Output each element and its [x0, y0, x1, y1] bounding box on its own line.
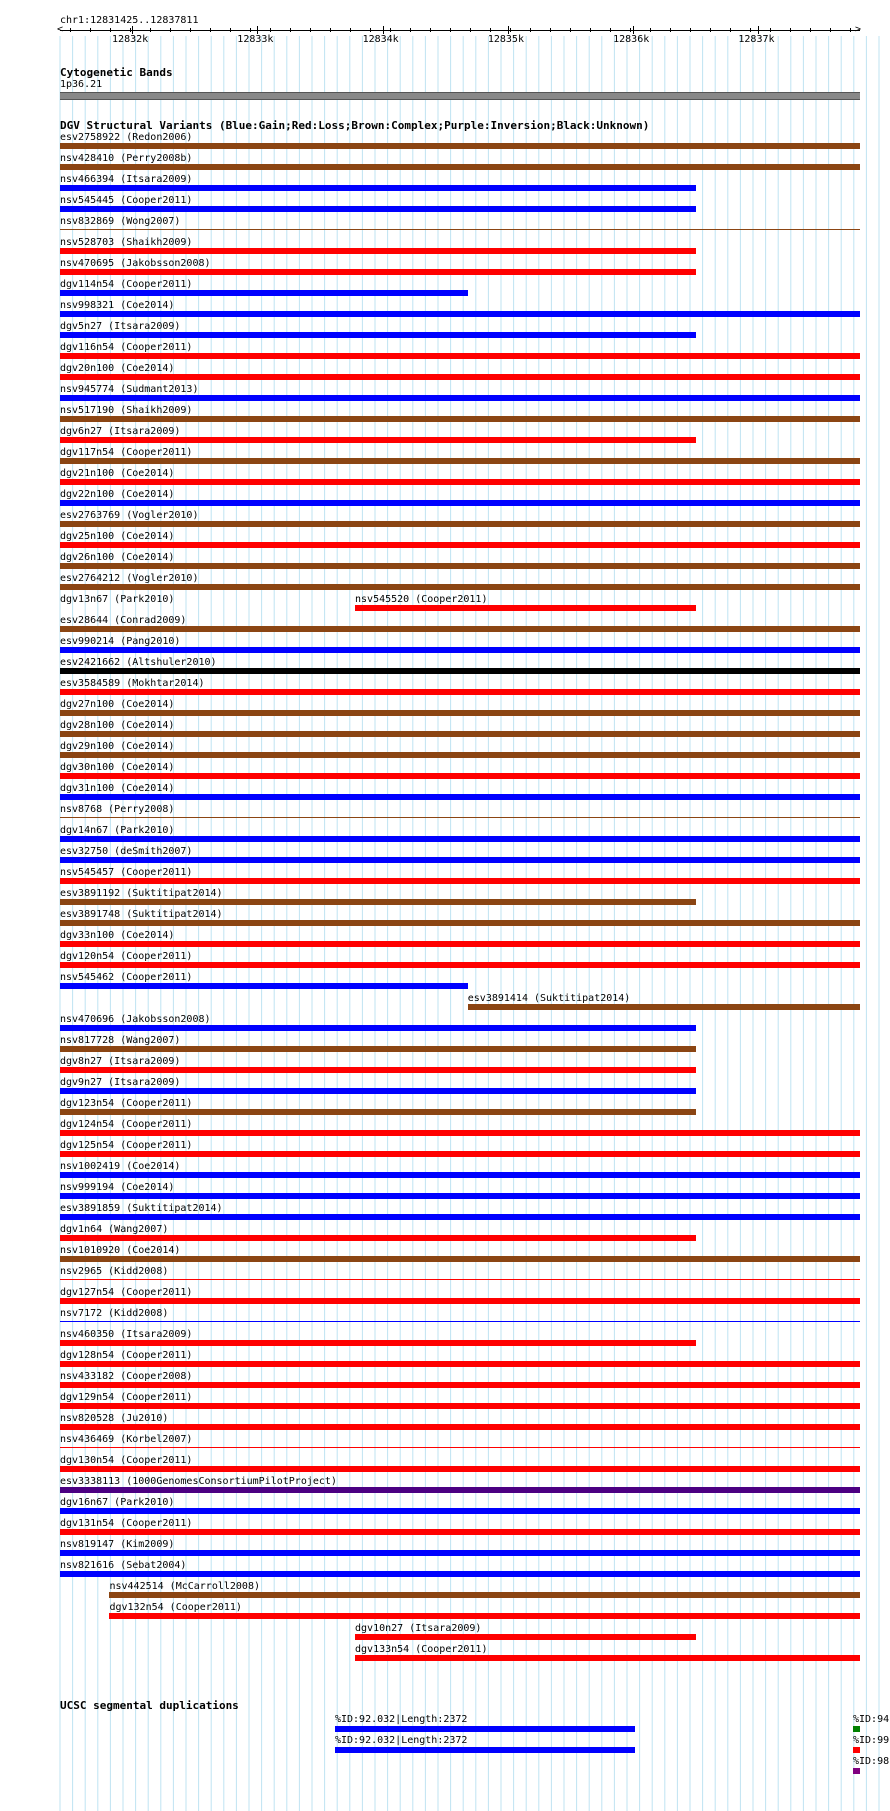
variant-label: dgv10n27 (Itsara2009): [355, 1623, 482, 1634]
ruler-minor-tick: [330, 28, 331, 32]
cytoband-name: 1p36.21: [60, 79, 103, 90]
variant-bar[interactable]: [60, 143, 860, 149]
variant-label: nsv2965 (Kidd2008): [60, 1266, 169, 1277]
variant-bar[interactable]: [60, 773, 860, 779]
segdup-edge-label: %ID:94: [853, 1714, 890, 1725]
ruler-minor-tick: [470, 28, 471, 32]
variant-label: nsv470695 (Jakobsson2008): [60, 258, 211, 269]
ruler-tick: [383, 26, 384, 34]
variant-label: nsv545445 (Cooper2011): [60, 195, 193, 206]
variant-label: dgv128n54 (Cooper2011): [60, 1350, 193, 1361]
variant-label: dgv14n67 (Park2010): [60, 825, 175, 836]
variant-label: nsv8768 (Perry2008): [60, 804, 175, 815]
variant-label: esv3891192 (Suktitipat2014): [60, 888, 223, 899]
variant-bar[interactable]: [355, 1634, 696, 1640]
variant-bar[interactable]: [60, 1361, 860, 1367]
variant-bar[interactable]: [60, 941, 860, 947]
variant-label: dgv5n27 (Itsara2009): [60, 321, 181, 332]
ruler-minor-tick: [850, 28, 851, 32]
segdup-bar[interactable]: [335, 1747, 635, 1753]
variant-bar[interactable]: [60, 1466, 860, 1472]
variant-bar[interactable]: [60, 542, 860, 548]
segdup-edge-bar[interactable]: [853, 1747, 860, 1753]
variant-bar[interactable]: [355, 605, 696, 611]
variant-bar[interactable]: [60, 1571, 860, 1577]
variant-label: esv990214 (Pang2010): [60, 636, 181, 647]
segdup-edge-bar[interactable]: [853, 1768, 860, 1774]
variant-label: dgv123n54 (Cooper2011): [60, 1098, 193, 1109]
variant-label: esv3891414 (Suktitipat2014): [467, 993, 631, 1004]
ruler-minor-tick: [150, 28, 151, 32]
ruler-minor-tick: [370, 28, 371, 32]
ruler-minor-tick: [830, 28, 831, 32]
variant-bar[interactable]: [60, 374, 860, 380]
variant-label: nsv819147 (Kim2009): [60, 1539, 175, 1550]
variant-label: nsv820528 (Ju2010): [60, 1413, 169, 1424]
ruler-minor-tick: [170, 28, 171, 32]
variant-bar[interactable]: [60, 1382, 860, 1388]
variant-bar[interactable]: [60, 1403, 860, 1409]
ruler-minor-tick: [310, 28, 311, 32]
variant-label: dgv22n100 (Coe2014): [60, 489, 175, 500]
variant-label: dgv116n54 (Cooper2011): [60, 342, 193, 353]
variant-label: dgv26n100 (Coe2014): [60, 552, 175, 563]
ruler-minor-tick: [570, 28, 571, 32]
variant-label: dgv6n27 (Itsara2009): [60, 426, 181, 437]
ruler-minor-tick: [610, 28, 611, 32]
variant-bar[interactable]: [60, 920, 860, 926]
variant-label: nsv7172 (Kidd2008): [60, 1308, 169, 1319]
variant-label: esv28644 (Conrad2009): [60, 615, 187, 626]
variant-label: dgv33n100 (Coe2014): [60, 930, 175, 941]
variant-bar[interactable]: [60, 983, 468, 989]
variant-bar[interactable]: [60, 731, 860, 737]
variant-bar[interactable]: [60, 1025, 696, 1031]
variant-label: dgv30n100 (Coe2014): [60, 762, 175, 773]
variant-label: esv3584589 (Mokhtar2014): [60, 678, 205, 689]
ruler-minor-tick: [410, 28, 411, 32]
variant-bar[interactable]: [60, 1256, 860, 1262]
variant-bar[interactable]: [60, 1214, 860, 1220]
variant-bar[interactable]: [60, 269, 696, 275]
variant-label: nsv1010920 (Coe2014): [60, 1245, 181, 1256]
variant-bar[interactable]: [60, 563, 860, 569]
ruler-minor-tick: [450, 28, 451, 32]
variant-bar[interactable]: [60, 1487, 860, 1493]
variant-bar[interactable]: [60, 500, 860, 506]
variant-bar[interactable]: [60, 878, 860, 884]
variant-bar[interactable]: [60, 584, 860, 590]
variant-bar[interactable]: [355, 1655, 860, 1661]
variant-label: esv3338113 (1000GenomesConsortiumPilotProject): [60, 1476, 337, 1487]
ruler-minor-tick: [650, 28, 651, 32]
variant-label: dgv117n54 (Cooper2011): [60, 447, 193, 458]
variant-bar[interactable]: [60, 185, 696, 191]
ruler-minor-tick: [250, 28, 251, 32]
ruler-minor-tick: [730, 28, 731, 32]
variant-bar[interactable]: [60, 1193, 860, 1199]
variant-bar[interactable]: [60, 1321, 860, 1322]
variant-bar[interactable]: [60, 1235, 696, 1241]
variant-label: dgv124n54 (Cooper2011): [60, 1119, 193, 1130]
variant-bar[interactable]: [60, 479, 860, 485]
position-label: chr1:12831425..12837811: [60, 15, 199, 26]
ruler-minor-tick: [810, 28, 811, 32]
ruler-minor-tick: [670, 28, 671, 32]
variant-label: dgv9n27 (Itsara2009): [60, 1077, 181, 1088]
variant-label: dgv127n54 (Cooper2011): [60, 1287, 193, 1298]
variant-label: nsv945774 (Sudmant2013): [60, 384, 199, 395]
variant-label: dgv20n100 (Coe2014): [60, 363, 175, 374]
variant-bar[interactable]: [60, 229, 860, 230]
variant-bar[interactable]: [60, 962, 860, 968]
variant-label: dgv129n54 (Cooper2011): [60, 1392, 193, 1403]
ruler-tick-label: 12836k: [613, 34, 650, 45]
segdup-edge-label: %ID:98: [853, 1756, 890, 1767]
variant-bar[interactable]: [60, 1298, 860, 1304]
ruler-minor-tick: [210, 28, 211, 32]
segdup-label: %ID:92.032|Length:2372: [334, 1735, 468, 1746]
variant-bar[interactable]: [60, 1046, 696, 1052]
variant-bar[interactable]: [60, 857, 860, 863]
ruler-minor-tick: [690, 28, 691, 32]
variant-bar[interactable]: [60, 1447, 860, 1448]
variant-label: nsv545520 (Cooper2011): [355, 594, 488, 605]
variant-label: esv3891859 (Suktitipat2014): [60, 1203, 223, 1214]
variant-label: nsv832869 (Wong2007): [60, 216, 181, 227]
ruler-minor-tick: [430, 28, 431, 32]
ruler-minor-tick: [190, 28, 191, 32]
variant-bar[interactable]: [60, 164, 860, 170]
variant-bar[interactable]: [60, 437, 696, 443]
variant-bar[interactable]: [60, 395, 860, 401]
ruler-minor-tick: [390, 28, 391, 32]
variant-bar[interactable]: [60, 626, 860, 632]
variant-bar[interactable]: [60, 1279, 860, 1280]
variant-label: nsv428410 (Perry2008b): [60, 153, 193, 164]
variant-bar[interactable]: [60, 248, 696, 254]
ruler-tick-label: 12832k: [112, 34, 149, 45]
ruler-tick-label: 12833k: [237, 34, 274, 45]
variant-label: esv32750 (deSmith2007): [60, 846, 193, 857]
variant-label: dgv29n100 (Coe2014): [60, 741, 175, 752]
variant-label: dgv28n100 (Coe2014): [60, 720, 175, 731]
ruler-minor-tick: [590, 28, 591, 32]
ruler-minor-tick: [130, 28, 131, 32]
variant-bar[interactable]: [60, 521, 860, 527]
ruler-minor-tick: [630, 28, 631, 32]
ruler-right-arrow-icon: >: [855, 24, 862, 35]
variant-bar[interactable]: [60, 1088, 696, 1094]
variant-bar[interactable]: [60, 1172, 860, 1178]
ruler-tick: [633, 26, 634, 34]
ruler-tick: [508, 26, 509, 34]
variant-bar[interactable]: [60, 710, 860, 716]
variant-bar[interactable]: [468, 1004, 860, 1010]
ruler-line: [60, 30, 860, 31]
variant-bar[interactable]: [60, 353, 860, 359]
ruler-tick-label: 12835k: [487, 34, 524, 45]
variant-label: dgv132n54 (Cooper2011): [109, 1602, 242, 1613]
variant-bar[interactable]: [109, 1592, 860, 1598]
variant-label: nsv433182 (Cooper2008): [60, 1371, 193, 1382]
variant-bar[interactable]: [60, 1067, 696, 1073]
ruler-tick: [257, 26, 258, 34]
segdup-track-title: UCSC segmental duplications: [60, 1699, 239, 1712]
ruler-minor-tick: [490, 28, 491, 32]
variant-label: nsv998321 (Coe2014): [60, 300, 175, 311]
variant-bar[interactable]: [60, 1151, 860, 1157]
ruler-tick-label: 12834k: [362, 34, 399, 45]
variant-bar[interactable]: [60, 794, 860, 800]
variant-label: nsv528703 (Shaikh2009): [60, 237, 193, 248]
variant-bar[interactable]: [60, 817, 860, 818]
variant-label: dgv16n67 (Park2010): [60, 1497, 175, 1508]
variant-label: esv3891748 (Suktitipat2014): [60, 909, 223, 920]
ruler-tick-label: 12837k: [738, 34, 775, 45]
variant-label: dgv25n100 (Coe2014): [60, 531, 175, 542]
ruler-minor-tick: [70, 28, 71, 32]
variant-bar[interactable]: [109, 1613, 860, 1619]
variant-bar[interactable]: [60, 416, 860, 422]
variant-label: nsv517190 (Shaikh2009): [60, 405, 193, 416]
variant-label: nsv545462 (Cooper2011): [60, 972, 193, 983]
ruler-minor-tick: [90, 28, 91, 32]
ruler-minor-tick: [110, 28, 111, 32]
variant-label: nsv442514 (McCarroll2008): [109, 1581, 260, 1592]
variant-label: nsv466394 (Itsara2009): [60, 174, 193, 185]
variant-bar[interactable]: [60, 1529, 860, 1535]
ruler-minor-tick: [290, 28, 291, 32]
variant-label: esv2758922 (Redon2006): [60, 132, 193, 143]
dgv-track-title: DGV Structural Variants (Blue:Gain;Red:Loss;Brown:Complex;Purple:Inversion;Black:Unknown): [60, 119, 650, 132]
variant-label: nsv436469 (Korbel2007): [60, 1434, 193, 1445]
ruler-minor-tick: [550, 28, 551, 32]
variant-bar[interactable]: [60, 311, 860, 317]
ruler-minor-tick: [510, 28, 511, 32]
segdup-bar[interactable]: [335, 1726, 635, 1732]
variant-bar[interactable]: [60, 647, 860, 653]
variant-bar[interactable]: [60, 1130, 860, 1136]
variant-label: esv2764212 (Vogler2010): [60, 573, 199, 584]
variant-label: dgv13n67 (Park2010): [60, 594, 175, 605]
variant-bar[interactable]: [60, 332, 696, 338]
variant-label: nsv1002419 (Coe2014): [60, 1161, 181, 1172]
ruler-minor-tick: [270, 28, 271, 32]
variant-label: dgv8n27 (Itsara2009): [60, 1056, 181, 1067]
segdup-edge-bar[interactable]: [853, 1726, 860, 1732]
variant-label: dgv125n54 (Cooper2011): [60, 1140, 193, 1151]
variant-bar[interactable]: [60, 1508, 860, 1514]
variant-bar[interactable]: [60, 1550, 860, 1556]
variant-label: dgv1n64 (Wang2007): [60, 1224, 169, 1235]
ruler-minor-tick: [710, 28, 711, 32]
variant-bar[interactable]: [60, 899, 696, 905]
variant-bar[interactable]: [60, 1109, 696, 1115]
variant-label: nsv545457 (Cooper2011): [60, 867, 193, 878]
variant-bar[interactable]: [60, 290, 468, 296]
variant-label: nsv999194 (Coe2014): [60, 1182, 175, 1193]
variant-label: nsv470696 (Jakobsson2008): [60, 1014, 211, 1025]
variant-bar[interactable]: [60, 458, 860, 464]
variant-label: dgv27n100 (Coe2014): [60, 699, 175, 710]
variant-bar[interactable]: [60, 668, 860, 674]
ruler-left-arrow-icon: <: [57, 24, 64, 35]
variant-label: nsv460350 (Itsara2009): [60, 1329, 193, 1340]
variant-label: dgv131n54 (Cooper2011): [60, 1518, 193, 1529]
segdup-label: %ID:92.032|Length:2372: [334, 1714, 468, 1725]
variant-label: dgv21n100 (Coe2014): [60, 468, 175, 479]
variant-bar[interactable]: [60, 836, 860, 842]
ruler-minor-tick: [350, 28, 351, 32]
variant-label: dgv130n54 (Cooper2011): [60, 1455, 193, 1466]
variant-bar[interactable]: [60, 1424, 860, 1430]
cytoband-title: Cytogenetic Bands: [60, 66, 173, 79]
variant-label: dgv120n54 (Cooper2011): [60, 951, 193, 962]
variant-bar[interactable]: [60, 1340, 696, 1346]
variant-bar[interactable]: [60, 752, 860, 758]
ruler-tick: [132, 26, 133, 34]
cytoband-bar[interactable]: [60, 92, 860, 100]
variant-label: nsv817728 (Wang2007): [60, 1035, 181, 1046]
segdup-edge-label: %ID:99: [853, 1735, 890, 1746]
variant-label: esv2763769 (Vogler2010): [60, 510, 199, 521]
variant-label: dgv31n100 (Coe2014): [60, 783, 175, 794]
variant-bar[interactable]: [60, 689, 860, 695]
variant-label: dgv133n54 (Cooper2011): [355, 1644, 488, 1655]
ruler-minor-tick: [230, 28, 231, 32]
variant-label: nsv821616 (Sebat2004): [60, 1560, 187, 1571]
ruler-minor-tick: [750, 28, 751, 32]
variant-bar[interactable]: [60, 206, 696, 212]
variant-label: esv2421662 (Altshuler2010): [60, 657, 217, 668]
ruler-minor-tick: [790, 28, 791, 32]
ruler-tick: [758, 26, 759, 34]
ruler-minor-tick: [530, 28, 531, 32]
ruler-minor-tick: [770, 28, 771, 32]
variant-label: dgv114n54 (Cooper2011): [60, 279, 193, 290]
